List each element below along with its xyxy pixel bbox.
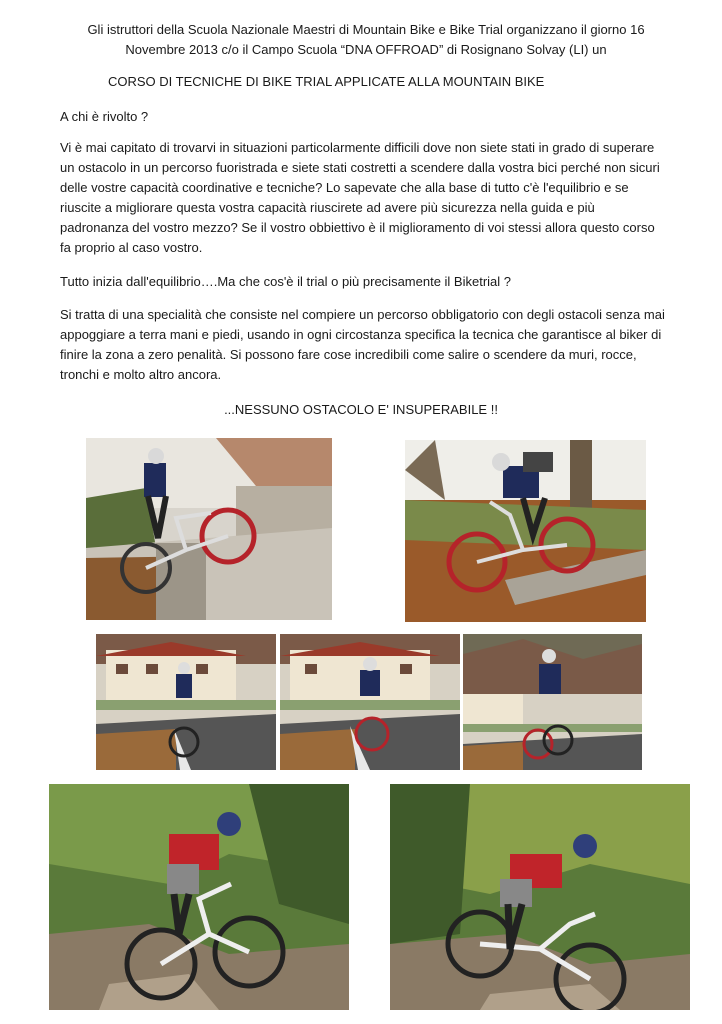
intro-text: Gli istruttori della Scuola Nazionale Maestri di Mountain Bike e Bike Trial organizzano il giorno 16 Novembre 2013 c/o il Campo Scuola “DNA OFFROAD” di Rosignano Solvay (LI) un <box>87 22 645 57</box>
photo-rider-curb-3 <box>463 634 642 770</box>
photo-rider-curb-2 <box>280 634 460 770</box>
course-title: CORSO DI TECNICHE DI BIKE TRIAL APPLICATE ALLA MOUNTAIN BIKE <box>108 74 545 89</box>
question-what-is-trial: Tutto inizia dall'equilibrio….Ma che cos'è il trial o più precisamente il Biketrial ? <box>60 274 512 289</box>
paragraph-target-audience: Vi è mai capitato di trovarvi in situazioni particolarmente difficili dove non siete stati in grado di superare un ostacolo in un percorso fuoristrada e siete stati costretti a scendere dalla vostra bici perché non sicuri delle vostre capacità coordinative e tecniche? Lo sapevate che alla base di tutto c'è l'equilibrio e se riuscite a migliorare questa vostra capacità riuscirete ad avere più sicurezza nella guida e più padronanza del vostro mezzo? Se il vostro obbiettivo è il miglioramento di voi stessi allora questo corso fa proprio al caso vostro. <box>60 140 660 255</box>
paragraph-what-is-trial: Si tratta di una specialità che consiste nel compiere un percorso obbligatorio con degli ostacoli senza mai appoggiare a terra mani e piedi, usando in ogni circostanza specifica la tecnica che garantisce al biker di finire la zona a zero penalità. Si possono fare cose incredibili come salire o scendere da muri, rocce, tronchi e molto altro ancora. <box>60 307 665 382</box>
photo-rider-curb-1 <box>96 634 276 770</box>
slogan: ...NESSUNO OSTACOLO E' INSUPERABILE !! <box>224 402 498 417</box>
photo-rider-rocks-2 <box>390 784 690 1010</box>
photo-rider-stone-step <box>86 438 332 620</box>
question-target-audience: A chi è rivolto ? <box>60 109 149 124</box>
photo-rider-low-wall <box>405 440 646 622</box>
photo-rider-rocks-1 <box>49 784 349 1010</box>
